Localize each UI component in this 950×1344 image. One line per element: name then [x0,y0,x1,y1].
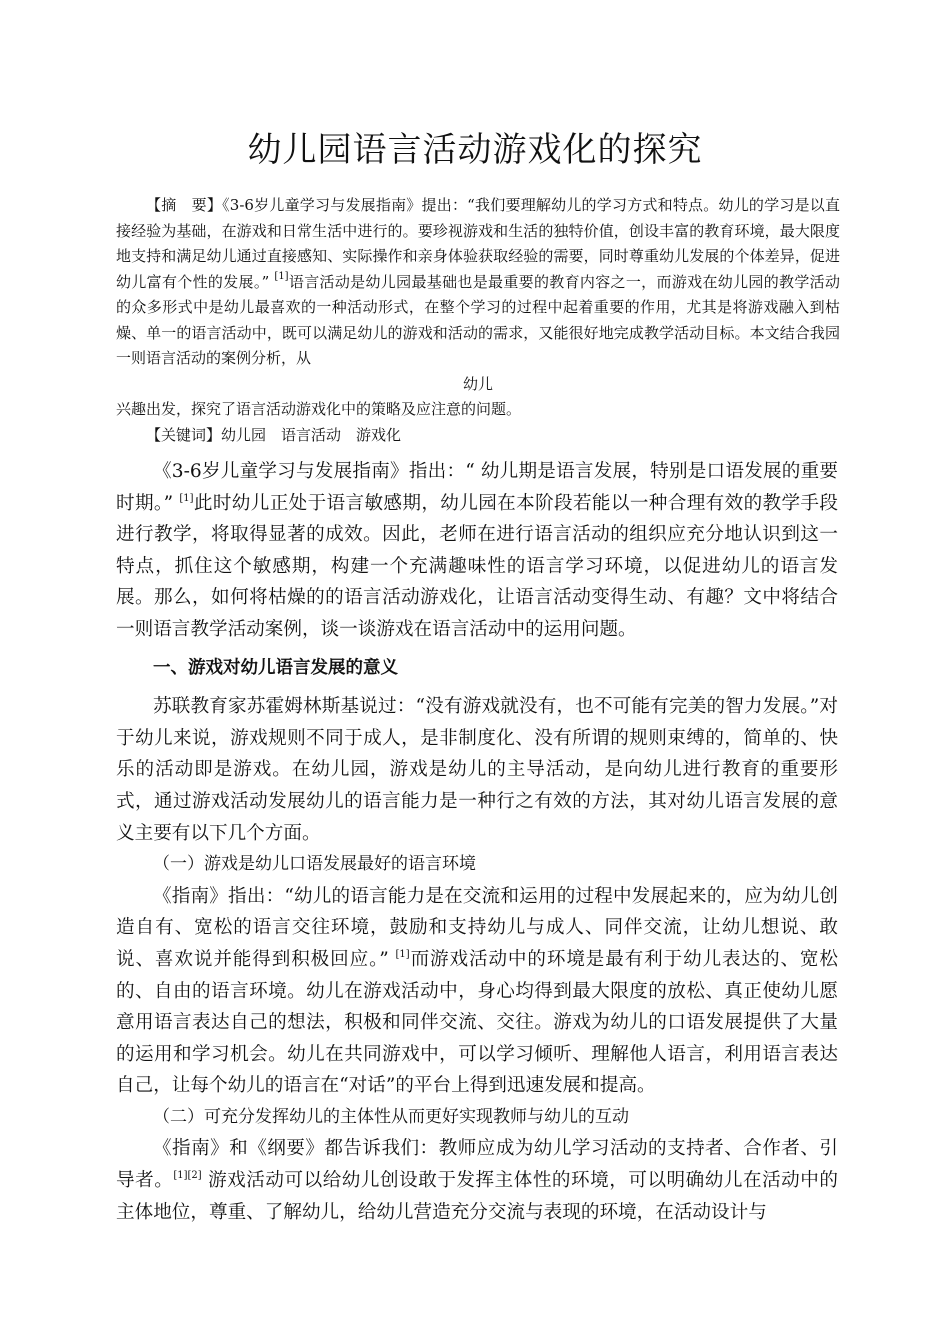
body-paragraph-3 [116,881,838,1102]
document-title: 幼儿园语言活动游戏化的探究 [247,130,703,170]
keywords-text: 幼儿园 语言活动 游戏化 [221,425,402,444]
keywords-label: 【关键词】 [146,425,222,444]
body-paragraph-2: 苏联教育家苏霍姆林斯基说过：“没有游戏就没有，也不可能有完美的智力发展。”对于幼儿来说，游戏规则不同于成人，是非制度化、没有所谓的规则束缚的，简单的、快乐的活动即是游戏。在幼儿园，游戏是幼儿的主导活动，是向幼儿进行教育的重要形式，通过游戏活动发展幼儿的语言能力是一种行之有效的方法，其对幼儿语言发展的意义主要有以下几个方面。 [116,696,838,844]
subsection-heading-1: （一）游戏是幼儿口语发展最好的语言环境 [153,854,476,875]
citation-ref: [1] [179,492,194,504]
abstract-text-part1: 《3-6岁儿童学习与发展指南》提出：“我们要理解幼儿的学习方式和特点。幼儿的学习是以直接经验为基础，在游戏和日常生活中进行的。要珍视游戏和生活的独特价值，创设丰富的教育环境，最大限度地支持和满足幼儿通过直接感知、实际操作和亲身体验获取经验的需要，同时尊重幼儿发展的个体差异，促进幼儿富有个性的发展。” [116,196,840,291]
body-paragraph-1 [116,456,838,646]
abstract-section [116,193,840,448]
keywords-line [116,423,840,449]
paragraph-text: 此时幼儿正处于语言敏感期，幼儿园在本阶段若能以一种合理有效的教学手段进行教学，将取得显著的成效。因此，老师在进行语言活动的组织应充分地认识到这一特点，抓住这个敏感期，构建一个充满趣味性的语言学习环境，以促进幼儿的语言发展。那么，如何将枯燥的的语言活动游戏化，让语言活动变得生动、有趣？文中将结合一则语言教学活动案例，谈一谈游戏在语言活动中的运用问题。 [116,492,838,640]
citation-ref: [1] [395,948,410,960]
paragraph-text: 而游戏活动中的环境是最有利于幼儿表达的、宽松的、自由的语言环境。幼儿在游戏活动中，身心均得到最大限度的放松、真正使幼儿愿意用语言表达自己的想法，积极和同伴交流、交往。游戏为幼儿的口语发展提供了大量的运用和学习机会。幼儿在共同游戏中，可以学习倾听、理解他人语言，利用语言表达自己，让每个幼儿的语言在“对话”的平台上得到迅速发展和提高。 [116,948,838,1097]
citation-ref: [1] [274,270,289,282]
abstract-centered-word: 幼儿 [462,374,493,393]
section-heading-1: 一、游戏对幼儿语言发展的意义 [153,657,398,678]
body-paragraph-4 [116,1133,838,1228]
abstract-label: 【摘 要】 [146,196,223,214]
paragraph-text: 游戏活动可以给幼儿创设敢于发挥主体性的环境，可以明确幼儿在活动中的主体地位，尊重、了解幼儿，给幼儿营造充分交流与表现的环境，在活动设计与 [116,1170,838,1223]
paragraph-text: 《指南》和《纲要》都告诉我们：教师应成为幼儿学习活动的支持者、合作者、引导者。 [116,1138,838,1192]
paragraph-text: 《指南》指出：“幼儿的语言能力是在交流和运用的过程中发展起来的，应为幼儿创造自有、宽松的语言交往环境，鼓励和支持幼儿与成人、同伴交流，让幼儿想说、敢说、喜欢说并能得到积极回应。” [116,885,838,970]
body-section [116,456,838,1228]
abstract-paragraph [116,193,840,372]
citation-ref: [1][2] [173,1170,202,1182]
abstract-text-part2: 语言活动是幼儿园最基础也是最重要的教育内容之一，而游戏在幼儿园的教学活动的众多形式中是幼儿最喜欢的一种活动形式，在整个学习的过程中起着重要的作用，尤其是将游戏融入到枯燥、单一的语言活动中，既可以满足幼儿的游戏和活动的需求，又能很好地完成教学活动目标。本文结合我园一则语言活动的案例分析，从 [116,272,840,367]
paragraph-text: 《3-6岁儿童学习与发展指南》指出：“ 幼儿期是语言发展，特别是口语发展的重要时期。” [116,461,838,514]
abstract-tail: 兴趣出发，探究了语言活动游戏化中的策略及应注意的问题。 [116,400,522,418]
subsection-heading-2: （二）可充分发挥幼儿的主体性从而更好实现教师与幼儿的互动 [153,1106,629,1127]
